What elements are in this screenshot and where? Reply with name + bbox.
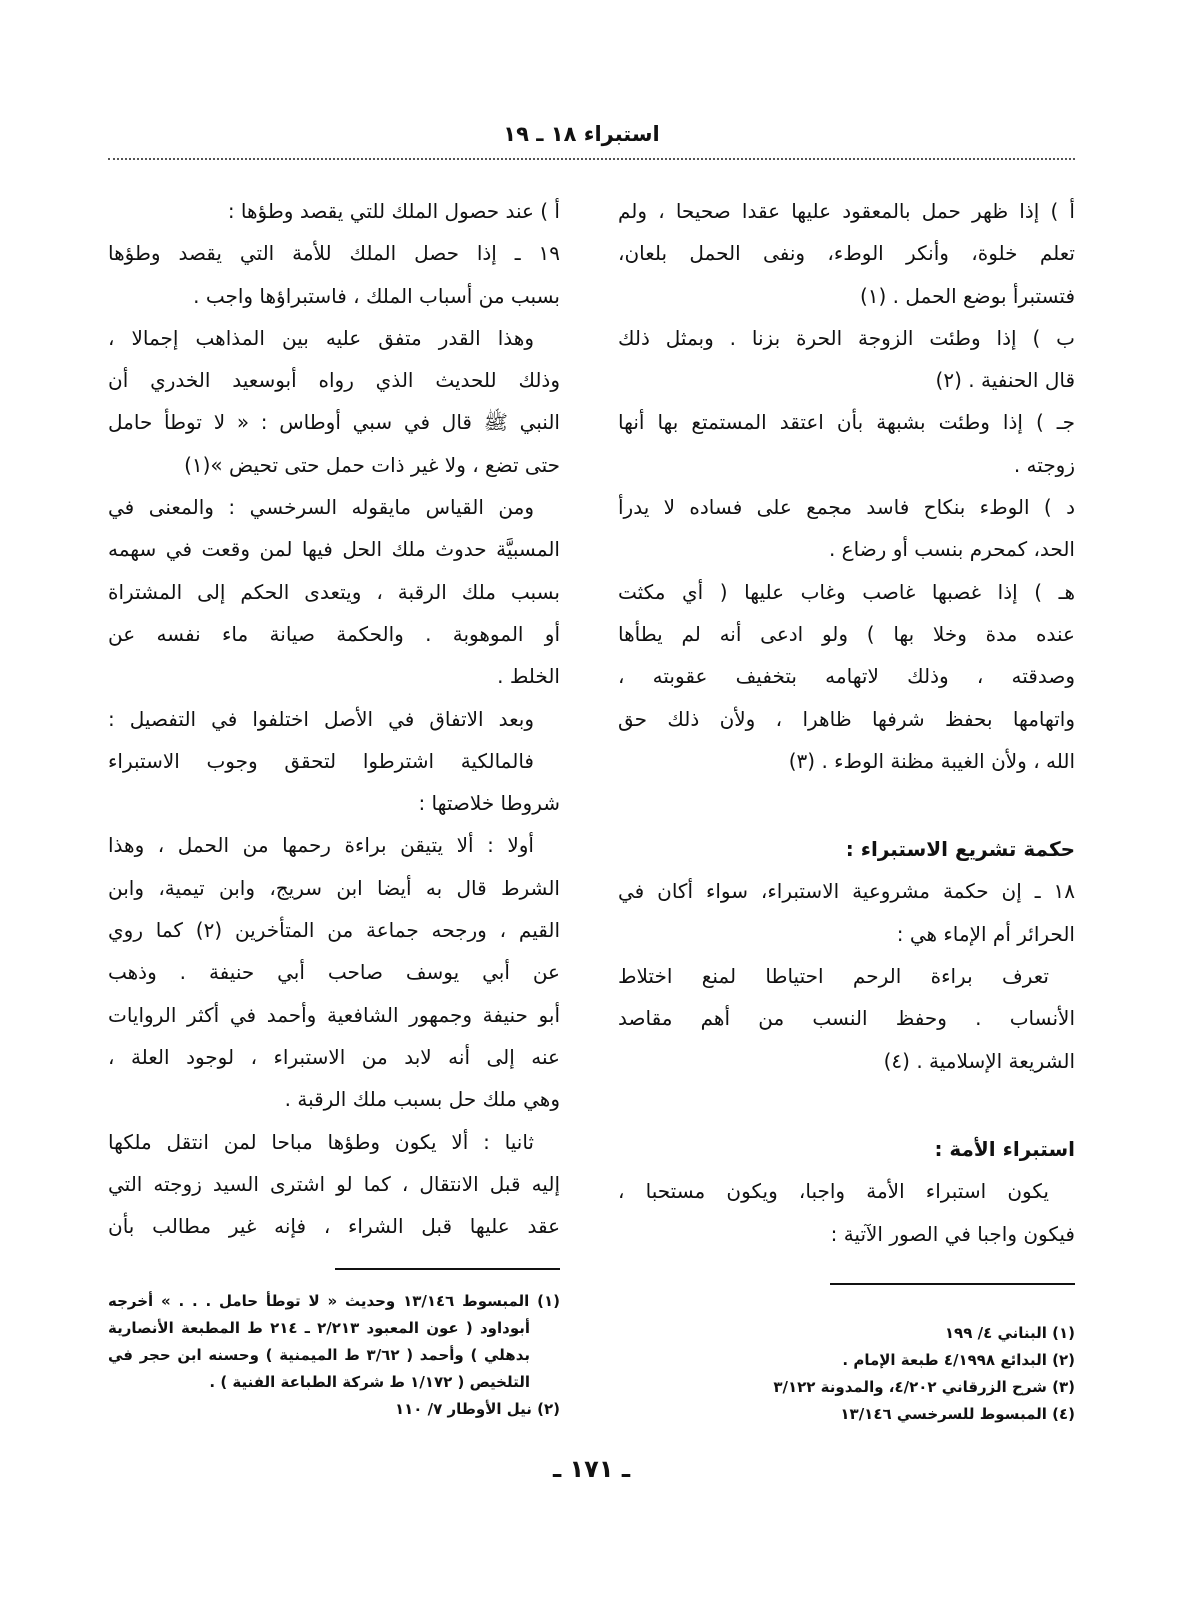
- text-line: شروطا خلاصتها :: [418, 791, 560, 816]
- text-line: قال الحنفية . (٢): [935, 368, 1075, 393]
- footnote-rule-right: [830, 1283, 1075, 1285]
- text-line: عنده مدة وخلا بها ) ولو ادعى أنه لم يطأها: [618, 621, 1075, 646]
- header-title: استبراء ١٨ ـ ١٩: [503, 122, 660, 146]
- text-line: الحد، كمحرم بنسب أو رضاع .: [828, 537, 1075, 562]
- text-line: هـ ) إذا غصبها غاصب وغاب عليها ( أي مكثت: [618, 579, 1075, 604]
- text-line: وصدقته ، وذلك لاتهامه بتخفيف عقوبته ،: [618, 664, 1075, 689]
- footnotes-right: [700, 1320, 1075, 1428]
- text-line: أولا : ألا يتيقن براءة رحمها من الحمل ، وهذا: [108, 833, 534, 858]
- text-line: وهي ملك حل بسبب ملك الرقبة .: [284, 1087, 560, 1112]
- text-line: أبو حنيفة وجمهور الشافعية وأحمد في أكثر الروايات: [108, 1002, 560, 1027]
- text-line: أ ) إذا ظهر حمل بالمعقود عليها عقدا صحيحا ، ولم: [618, 199, 1075, 223]
- footnotes-left: [108, 1288, 560, 1423]
- text-line: بسبب من أسباب الملك ، فاستبراؤها واجب .: [193, 283, 560, 308]
- footnote-line: (١) المبسوط ١٣/١٤٦ وحديث « لا توطأ حامل . . . » أخرجه: [108, 1292, 560, 1310]
- text-line: ثانيا : ألا يكون وطؤها مباحا لمن انتقل ملكها: [108, 1129, 534, 1154]
- text-line: د ) الوطء بنكاح فاسد مجمع على فساده لا يدرأ: [618, 495, 1075, 520]
- text-line: الله ، ولأن الغيبة مظنة الوطء . (٣): [788, 748, 1075, 773]
- footnote-line: (٢) البدائع ٤/١٩٩٨ طبعة الإمام .: [842, 1351, 1075, 1369]
- text-line: حتى تضع ، ولا غير ذات حمل حتى تحيض »(١): [184, 452, 560, 477]
- text-line: تعرف براءة الرحم احتياطا لمنع اختلاط: [618, 964, 1049, 989]
- text-line: ١٨ ـ إن حكمة مشروعية الاستبراء، سواء أكان في: [618, 879, 1075, 904]
- text-line: بسبب ملك الرقبة ، ويتعدى الحكم إلى المشتراة: [108, 579, 560, 604]
- text-line: وذلك للحديث الذي رواه أبوسعيد الخدري أن: [108, 368, 560, 393]
- text-line: إليه قبل الانتقال ، كما لو اشترى السيد زوجته التي: [108, 1171, 560, 1196]
- footnote-line: (٣) شرح الزرقاني ٤/٢٠٢، والمدونة ٣/١٢٢: [773, 1378, 1075, 1396]
- text-line: جـ ) إذا وطئت بشبهة بأن اعتقد المستمتع بها أنها: [618, 410, 1075, 435]
- text-line: وهذا القدر متفق عليه بين المذاهب إجمالا ،: [108, 325, 534, 350]
- footnote-rule-left: [335, 1268, 560, 1270]
- text-line: وبعد الاتفاق في الأصل اختلفوا في التفصيل :: [108, 706, 534, 731]
- footnote-line: (٤) المبسوط للسرخسي ١٣/١٤٦: [840, 1405, 1075, 1423]
- right-column: [618, 190, 1075, 1255]
- text-line: يكون استبراء الأمة واجبا، ويكون مستحبا ،: [618, 1179, 1049, 1204]
- text-line: الحرائر أم الإماء هي :: [896, 921, 1075, 946]
- text-line: الخلط .: [497, 664, 560, 689]
- text-line: عقد عليها قبل الشراء ، فإنه غير مطالب بأن: [108, 1214, 560, 1239]
- text-line: تعلم خلوة، وأنكر الوطء، ونفى الحمل بلعان،: [618, 241, 1075, 266]
- section-heading: حكمة تشريع الاستبراء :: [845, 837, 1075, 862]
- text-line: ١٩ ـ إذا حصل الملك للأمة التي يقصد وطؤها: [108, 241, 560, 266]
- text-line: أو الموهوبة . والحكمة صيانة ماء نفسه عن: [108, 621, 560, 646]
- text-line: واتهامها بحفظ شرفها ظاهرا ، ولأن ذلك حق: [618, 706, 1075, 731]
- text-line: المسبيَّة حدوث ملك الحل فيها لمن وقعت في سهمه: [108, 537, 560, 562]
- footnote-line: (٢) نيل الأوطار ٧/ ١١٠: [394, 1400, 560, 1418]
- footnote-line: التلخيص ( ١/١٧٢ ط شركة الطباعة الفنية ) .: [209, 1373, 530, 1391]
- footnote-line: (١) البناني ٤/ ١٩٩: [944, 1324, 1075, 1342]
- text-line: ومن القياس مايقوله السرخسي : والمعنى في: [108, 495, 534, 520]
- text-line: القيم ، ورجحه جماعة من المتأخرين (٢) كما روي: [108, 918, 560, 943]
- text-line: النبي ﷺ قال في سبي أوطاس : « لا توطأ حامل: [108, 410, 560, 435]
- text-line: عنه إلى أنه لابد من الاستبراء ، لوجود العلة ،: [108, 1044, 560, 1069]
- text-line: زوجته .: [1013, 452, 1075, 477]
- section-heading: استبراء الأمة :: [934, 1136, 1075, 1161]
- footnote-line: أبوداود ( عون المعبود ٢/٢١٣ ـ ٢١٤ ط المطبعة الأنصارية: [108, 1319, 531, 1337]
- text-line: فالمالكية اشترطوا لتحقق وجوب الاستبراء: [108, 748, 534, 773]
- text-line: فيكون واجبا في الصور الآتية :: [830, 1221, 1075, 1246]
- text-line: الأنساب . وحفظ النسب من أهم مقاصد: [618, 1006, 1075, 1031]
- header-divider: [108, 158, 1075, 160]
- text-line: الشرط قال به أيضا ابن سريج، وابن تيمية، وابن: [108, 875, 560, 900]
- running-header: [0, 122, 1183, 146]
- text-line: عن أبي يوسف صاحب أبي حنيفة . وذهب: [108, 960, 560, 985]
- footnote-line: بدهلي ) وأحمد ( ٣/٦٢ ط الميمنية ) وحسنه ابن حجر في: [108, 1346, 531, 1364]
- text-line: أ ) عند حصول الملك للتي يقصد وطؤها :: [227, 199, 560, 223]
- text-line: الشريعة الإسلامية . (٤): [883, 1048, 1075, 1073]
- left-column: [108, 190, 560, 1247]
- text-line: فتستبرأ بوضع الحمل . (١): [859, 283, 1075, 308]
- page-number: ـ ١٧١ ـ: [552, 1455, 631, 1483]
- text-line: ب ) إذا وطئت الزوجة الحرة بزنا . وبمثل ذلك: [618, 325, 1075, 350]
